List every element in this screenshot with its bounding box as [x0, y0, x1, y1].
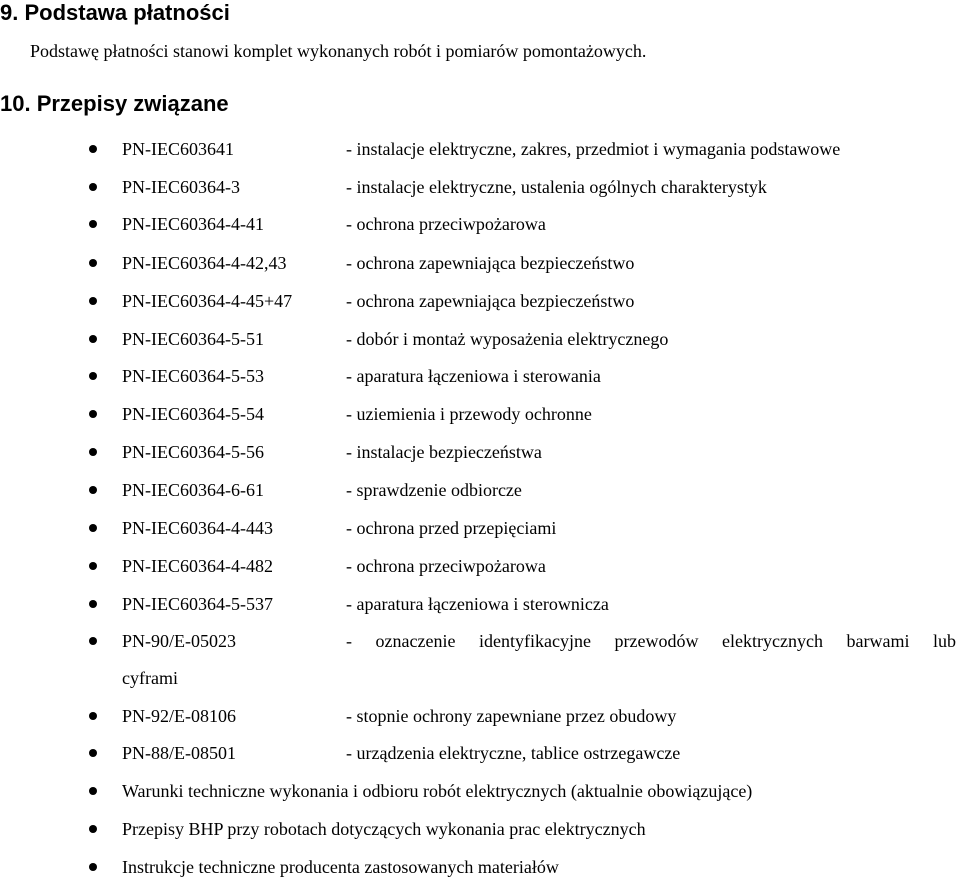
list-item — [0, 440, 960, 464]
standard-code: PN-IEC60364-4-45+47 — [122, 291, 293, 311]
standard-description: - urządzenia elektryczne, tablice ostrzegawcze — [346, 743, 681, 763]
bullet-icon — [89, 863, 97, 871]
standard-description: - instalacje bezpieczeństwa — [346, 442, 542, 462]
list-item — [0, 817, 960, 841]
standard-description: - uziemienia i przewody ochronne — [346, 404, 592, 424]
bullet-icon — [89, 410, 97, 418]
list-item — [0, 516, 960, 540]
standard-code: PN-IEC60364-5-537 — [122, 594, 273, 614]
list-item — [0, 779, 960, 803]
bullet-icon — [89, 220, 97, 228]
bullet-icon — [89, 448, 97, 456]
list-item — [0, 212, 960, 236]
list-item-continuation — [0, 666, 960, 690]
list-item — [0, 327, 960, 351]
standard-code: PN-IEC60364-4-42,43 — [122, 253, 287, 273]
list-item — [0, 137, 960, 161]
bullet-icon — [89, 183, 97, 191]
bullet-icon — [89, 637, 97, 645]
section-10-heading: 10. Przepisy związane — [0, 91, 229, 116]
standard-code: PN-IEC60364-4-41 — [122, 214, 264, 234]
bullet-icon — [89, 562, 97, 570]
bullet-icon — [89, 600, 97, 608]
standard-code: PN-IEC60364-6-61 — [122, 480, 264, 500]
bullet-icon — [89, 259, 97, 267]
standard-description: - ochrona przeciwpożarowa — [346, 214, 546, 234]
standard-code: PN-92/E-08106 — [122, 706, 236, 726]
bullet-icon — [89, 524, 97, 532]
list-item — [0, 704, 960, 728]
list-item — [0, 554, 960, 578]
standard-description: - oznaczenie identyfikacyjne przewodów elektrycznych barwami lub — [346, 631, 956, 651]
section-9-paragraph: Podstawę płatności stanowi komplet wykonanych robót i pomiarów pomontażowych. — [30, 41, 647, 61]
standard-description-continuation: cyframi — [122, 668, 178, 688]
section-9-heading: 9. Podstawa płatności — [0, 0, 230, 25]
bullet-icon — [89, 712, 97, 720]
list-item — [0, 592, 960, 616]
standard-code: PN-IEC60364-5-51 — [122, 329, 264, 349]
list-item — [0, 402, 960, 426]
bullet-icon — [89, 145, 97, 153]
standard-description: - aparatura łączeniowa i sterownicza — [346, 594, 609, 614]
standard-description: - instalacje elektryczne, zakres, przedmiot i wymagania podstawowe — [346, 139, 841, 159]
standard-code: PN-90/E-05023 — [122, 631, 236, 651]
standard-description: - instalacje elektryczne, ustalenia ogólnych charakterystyk — [346, 177, 767, 197]
regulation-text: Przepisy BHP przy robotach dotyczących wykonania prac elektrycznych — [122, 819, 646, 839]
list-item — [0, 364, 960, 388]
bullet-icon — [89, 749, 97, 757]
standard-code: PN-IEC60364-4-482 — [122, 556, 273, 576]
bullet-icon — [89, 787, 97, 795]
standard-description: - ochrona zapewniająca bezpieczeństwo — [346, 253, 635, 273]
standard-description: - stopnie ochrony zapewniane przez obudowy — [346, 706, 677, 726]
standard-code: PN-IEC60364-5-53 — [122, 366, 264, 386]
list-item — [0, 741, 960, 765]
bullet-icon — [89, 372, 97, 380]
regulation-text: Warunki techniczne wykonania i odbioru robót elektrycznych (aktualnie obowiązujące) — [122, 781, 753, 801]
standard-description: - aparatura łączeniowa i sterowania — [346, 366, 601, 386]
list-item — [0, 855, 960, 879]
bullet-icon — [89, 335, 97, 343]
list-item — [0, 289, 960, 313]
standard-code: PN-IEC60364-5-56 — [122, 442, 264, 462]
list-item — [0, 478, 960, 502]
standard-description: - ochrona przeciwpożarowa — [346, 556, 546, 576]
list-item — [0, 251, 960, 275]
bullet-icon — [89, 297, 97, 305]
list-item — [0, 629, 960, 653]
standard-code: PN-IEC60364-4-443 — [122, 518, 273, 538]
bullet-icon — [89, 486, 97, 494]
standard-description: - ochrona przed przepięciami — [346, 518, 557, 538]
standard-code: PN-IEC60364-5-54 — [122, 404, 264, 424]
regulation-text: Instrukcje techniczne producenta zastosowanych materiałów — [122, 857, 559, 877]
standard-code: PN-88/E-08501 — [122, 743, 236, 763]
standard-description: - sprawdzenie odbiorcze — [346, 480, 522, 500]
standard-code: PN-IEC603641 — [122, 139, 234, 159]
standard-code: PN-IEC60364-3 — [122, 177, 240, 197]
bullet-icon — [89, 825, 97, 833]
standard-description: - ochrona zapewniająca bezpieczeństwo — [346, 291, 635, 311]
list-item — [0, 175, 960, 199]
standard-description: - dobór i montaż wyposażenia elektrycznego — [346, 329, 669, 349]
